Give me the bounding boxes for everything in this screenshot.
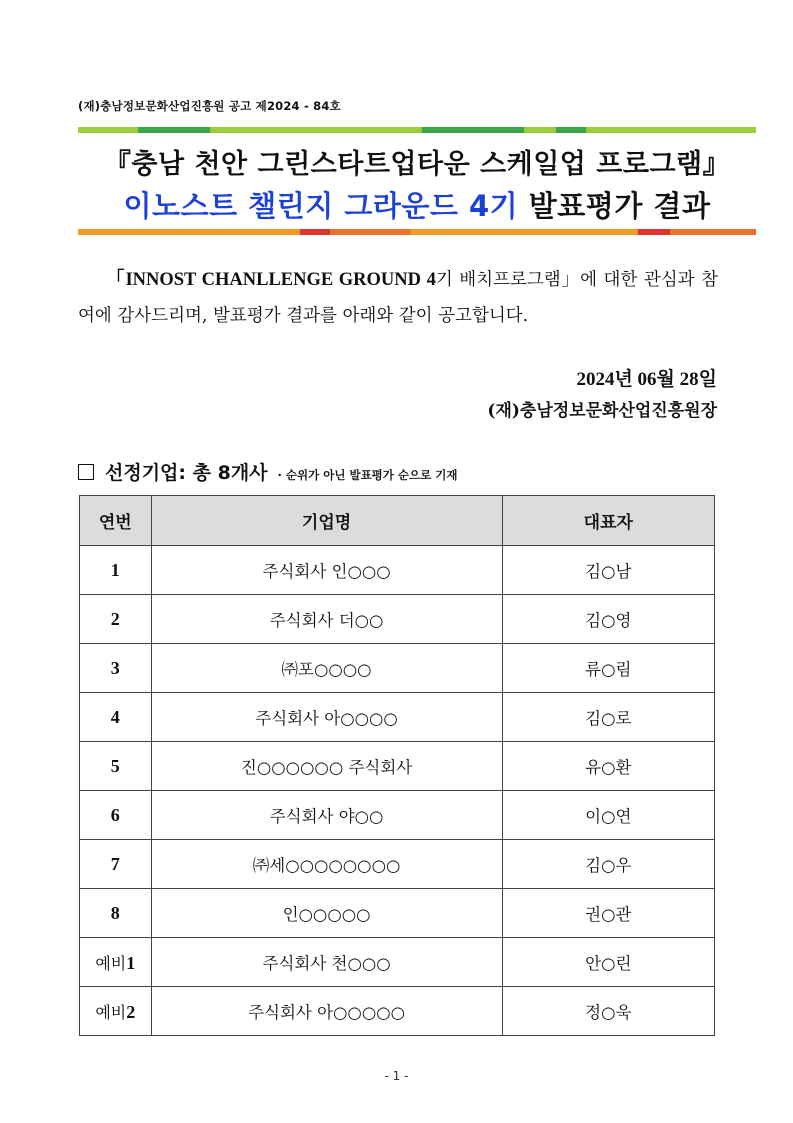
ceo-name: 정○욱 [502,987,714,1036]
header-ceo: 대표자 [502,496,714,546]
selected-companies-heading: 선정기업: 총 8개사 [105,462,268,484]
row-number: 1 [80,546,152,595]
spare-number: 1 [126,952,136,973]
table-row-spare [80,987,715,1036]
spare-prefix: 예비 [95,1002,127,1022]
row-number: 4 [80,693,152,742]
title-line-1: 『충남 천안 그린스타트업타운 스케일업 프로그램』 [103,149,731,180]
ceo-name: 김○남 [502,546,714,595]
ceo-name: 안○린 [502,938,714,987]
row-number: 7 [80,840,152,889]
notice-number: (재)충남정보문화산업진흥원 공고 제2024 - 84호 [78,99,341,113]
order-note: · 순위가 아닌 발표평가 순으로 기재 [277,468,458,482]
table-row-spare [80,938,715,987]
row-number: 3 [80,644,152,693]
checkbox-square-icon [78,464,94,480]
program-name: 「INNOST CHANLLENGE GROUND 4 [106,270,436,290]
company-name: 인○○○○○ [151,889,502,938]
company-name: 주식회사 천○○○ [151,938,502,987]
announcement-text [78,262,718,334]
header-company: 기업명 [151,496,502,546]
company-name: 주식회사 야○○ [151,791,502,840]
ceo-name: 류○림 [502,644,714,693]
ceo-name: 김○로 [502,693,714,742]
company-name: 주식회사 인○○○ [151,546,502,595]
table-row [80,791,715,840]
issuer-name: (재)충남정보문화산업진흥원장 [487,401,717,421]
header-number: 연번 [80,496,152,546]
selection-table [79,495,715,1036]
table-row [80,595,715,644]
row-number [80,987,152,1036]
row-number: 8 [80,889,152,938]
section-heading [78,458,457,485]
company-name: 주식회사 아○○○○ [151,693,502,742]
decorative-bar-bottom [78,229,756,235]
ceo-name: 유○환 [502,742,714,791]
title-program-name: 이노스트 챌린지 그라운드 4기 [123,189,519,223]
company-name: ㈜세○○○○○○○○ [151,840,502,889]
ceo-name: 김○영 [502,595,714,644]
table-header-row [80,496,715,546]
table-row [80,889,715,938]
table-row [80,644,715,693]
ceo-name: 김○우 [502,840,714,889]
row-number: 6 [80,791,152,840]
title-result: 발표평가 결과 [528,189,711,223]
decorative-bar-top [78,127,756,133]
company-name: 주식회사 아○○○○○ [151,987,502,1036]
announcement-date: 2024년 06월 28일 [576,369,717,390]
table-row [80,840,715,889]
table-row [80,693,715,742]
title-line-2 [78,184,756,225]
row-number: 2 [80,595,152,644]
company-name: 주식회사 더○○ [151,595,502,644]
announcement-sentence: 기 배치프로그램」에 대한 관심과 참여에 감사드리며, 발표평가 결과를 아래와 같이 공고합니다. [78,270,719,326]
table-row [80,546,715,595]
ceo-name: 권○관 [502,889,714,938]
company-name: 진○○○○○○ 주식회사 [151,742,502,791]
ceo-name: 이○연 [502,791,714,840]
spare-prefix: 예비 [95,953,127,973]
table-row [80,742,715,791]
company-name: ㈜포○○○○ [151,644,502,693]
spare-number: 2 [126,1001,136,1022]
page-number: - 1 - [384,1069,409,1083]
row-number [80,938,152,987]
row-number: 5 [80,742,152,791]
